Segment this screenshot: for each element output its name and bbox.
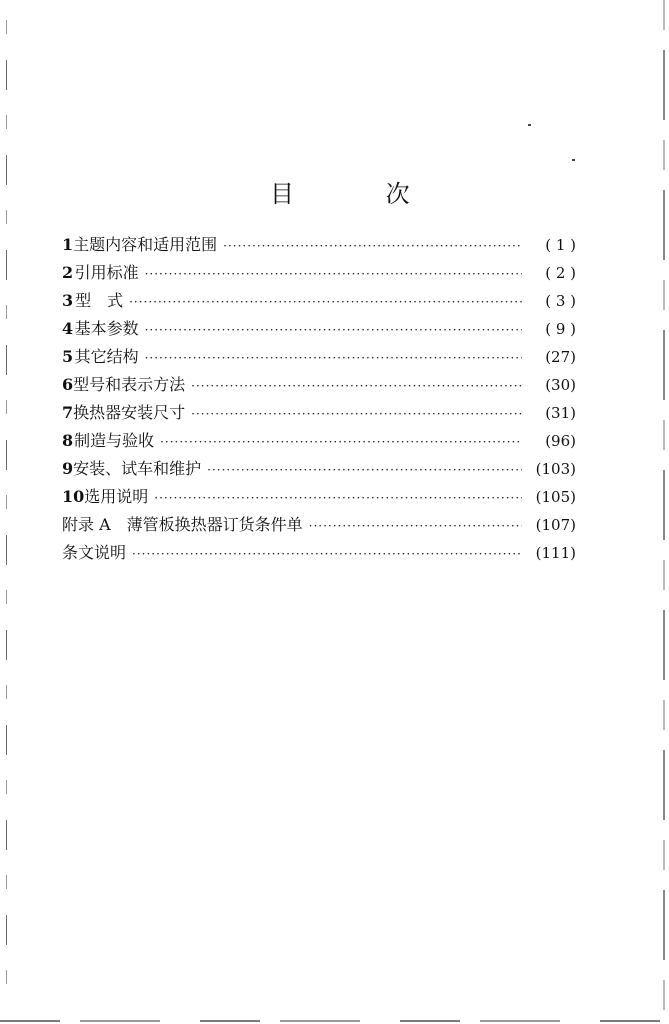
toc-entry-8[interactable] <box>62 427 576 455</box>
toc-entry-page: (27) <box>545 348 576 366</box>
toc-leader-dots <box>154 484 522 512</box>
toc-entry-page: ( 1 ) <box>545 236 576 254</box>
toc-entry-number: 8 <box>62 431 74 450</box>
toc-entry-label: 主题内容和适用范围 <box>73 235 218 254</box>
toc-entry-explanation[interactable] <box>62 539 576 567</box>
toc-leader-dots <box>145 316 522 344</box>
toc-entry-number: 6 <box>62 375 74 394</box>
toc-leader-dots <box>132 540 522 568</box>
toc-entry-7[interactable] <box>62 399 576 427</box>
toc-entry-page: ( 3 ) <box>545 292 576 310</box>
toc-leader-dots <box>129 288 522 316</box>
toc-entry-number: 1 <box>62 235 74 254</box>
toc-leader-dots <box>191 400 522 428</box>
toc-entry-1[interactable] <box>62 231 576 259</box>
toc-entry-number: 4 <box>62 319 74 338</box>
toc-leader-dots <box>145 260 522 288</box>
toc-entry-page: ( 9 ) <box>545 320 576 338</box>
toc-leader-dots <box>160 428 522 456</box>
toc-leader-dots <box>223 232 522 260</box>
toc-entry-label: 型号和表示方法 <box>73 375 186 394</box>
page-title: 目 次 <box>270 180 452 208</box>
table-of-contents <box>62 231 576 567</box>
toc-entry-number: 3 <box>62 291 74 310</box>
toc-entry-label: 其它结构 <box>74 347 139 366</box>
toc-entry-page: (103) <box>535 460 576 478</box>
toc-entry-label: 条文说明 <box>62 543 127 562</box>
toc-entry-label: 选用说明 <box>84 487 149 506</box>
toc-entry-page: (107) <box>535 516 576 534</box>
toc-entry-number: 10 <box>62 487 85 506</box>
scan-speck <box>572 159 575 161</box>
toc-entry-label: 安装、试车和维护 <box>73 459 202 478</box>
toc-entry-page: (31) <box>545 404 576 422</box>
toc-entry-9[interactable] <box>62 455 576 483</box>
toc-entry-number: 2 <box>62 263 74 282</box>
toc-entry-label: 换热器安装尺寸 <box>73 403 186 422</box>
toc-entry-number: 7 <box>62 403 74 422</box>
toc-leader-dots <box>207 456 522 484</box>
toc-entry-appendix-a[interactable] <box>62 511 576 539</box>
scan-speck <box>528 124 531 126</box>
toc-entry-label: 基本参数 <box>74 319 139 338</box>
toc-leader-dots <box>145 344 522 372</box>
toc-entry-label: 型 式 <box>75 291 124 310</box>
scan-edge-left <box>6 20 7 1010</box>
toc-entry-5[interactable] <box>62 343 576 371</box>
toc-entry-6[interactable] <box>62 371 576 399</box>
toc-entry-page: (30) <box>545 376 576 394</box>
toc-leader-dots <box>309 512 522 540</box>
toc-entry-4[interactable] <box>62 315 576 343</box>
toc-entry-2[interactable] <box>62 259 576 287</box>
toc-entry-label: 引用标准 <box>74 263 139 282</box>
toc-entry-number: 5 <box>62 347 74 366</box>
toc-entry-page: (96) <box>545 432 576 450</box>
toc-entry-10[interactable] <box>62 483 576 511</box>
toc-entry-label: 附录 A 薄管板换热器订货条件单 <box>62 515 303 534</box>
scan-edge-bottom <box>0 1020 669 1022</box>
toc-entry-page: ( 2 ) <box>545 264 576 282</box>
toc-entry-3[interactable] <box>62 287 576 315</box>
toc-leader-dots <box>191 372 522 400</box>
toc-entry-page: (111) <box>535 544 576 562</box>
scan-edge-right <box>663 0 665 1024</box>
toc-entry-page: (105) <box>535 488 576 506</box>
toc-entry-label: 制造与验收 <box>74 431 155 450</box>
toc-entry-number: 9 <box>62 459 74 478</box>
